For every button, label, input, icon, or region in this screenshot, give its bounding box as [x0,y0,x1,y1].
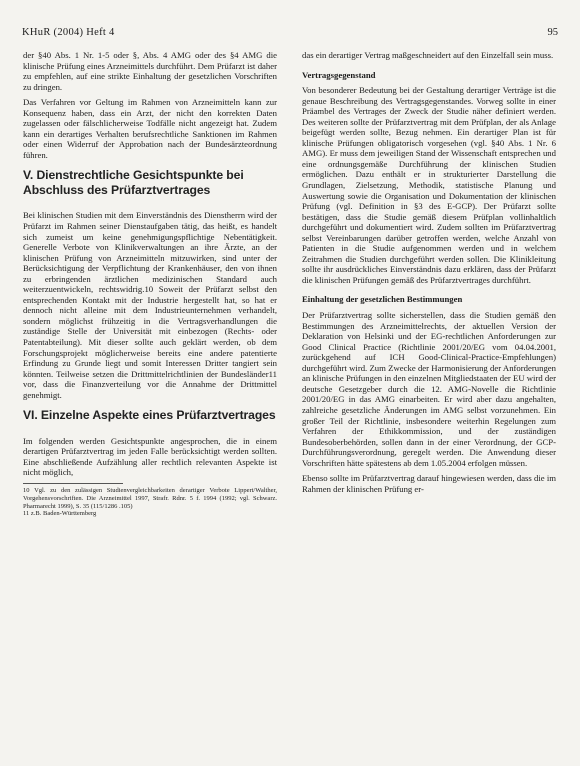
left-column [23,50,277,518]
right-column [302,50,556,499]
paragraph: Das Verfahren vor Geltung im Rahmen von Arzneimitteln kann zur Konsequenz haben, dass ein Arzt, der nicht den korrekten Daten zugelassen oder fälschlicherweise Todfälle nicht angezeigt hat. Zudem kann ein derartiges Verhalten berufsrechtliche Sanktionen im Rahmen oder einen Widerruf der Approbation nach der Bundesärzteordnung führen. [23,97,277,160]
footnote: 11 z.B. Baden-Württemberg [23,510,97,518]
page-number: 95 [547,27,558,38]
subheading-gesetzliche-bestimmungen: Einhaltung der gesetzlichen Bestimmungen [302,294,463,305]
paragraph: das ein derartiger Vertrag maßgeschneidert auf den Einzelfall sein muss. [302,50,554,60]
footnote: 10 Vgl. zu den zulässigen Studienvergleichbarkeiten derartiger Verbote Lippert/Walther, Vorgehensvorschriften. Die Arzneimittel 1997, Strafr. Rdnr. 5 f. 1994 (1992; vgl. Schwarz. Pharmarecht 1999), S. 35 (115/1286 .105) [23,487,277,510]
paragraph: Der Prüfarztvertrag sollte sicherstellen, dass die Studien gemäß den Bestimmungen des Arzneimittelrechts, der aktuellen Version der Deklaration von Helsinki und der EG-rechtlichen Anforderungen zur Good Clinical Practice (Richtlinie 2001/20/EG vom 04.04.2001, zurückgehend auf ICH Good-Clinical-Practice-Empfehlungen) durchgeführt wird. Zum Zwecke der Harmonisierung der Anforderungen an klinische Prüfungen in den einzelnen Mitgliedstaaten der EU wird der deutsche Gesetzgeber durch die 12. AMG-Novelle die Richtlinie 2001/20/EG in das AMG einarbeiten. Er wird aber dazu angehalten, zahlreiche gesetzliche Änderungen im AMG selbst vorzunehmen. Ein großer Teil der Richtlinie, insbesondere weiterhin Regelungen zum Verfahren der Ethikkommission, und der zuständigen Bundesoberbehörden, sollen dann in der einer Verordnung, der GCP-Durchführungsverordnung, geregelt werden. Die Anwendung dieser Vorschriften hätte spätestens ab dem 1.05.2004 erfolgen müssen. [302,310,556,468]
paragraph: Ebenso sollte im Prüfarztvertrag darauf hingewiesen werden, dass die im Rahmen der klinischen Prüfung er- [302,473,556,494]
section-heading-v: V. Dienstrechtliche Gesichtspunkte bei Abschluss des Prüfarztvertrages [23,168,244,197]
running-header [22,27,558,41]
paragraph: Im folgenden werden Gesichtspunkte angesprochen, die in einem derartigen Prüfarztvertrag im jeden Falle berücksichtigt werden sollten. Eine abschließende Aufzählung aller rechtlich relevanten Aspekte ist nicht möglich, [23,435,277,478]
paragraph: Von besonderer Bedeutung bei der Gestaltung derartiger Verträge ist die genaue Beschreibung des Vertragsgegenstandes. Vorweg sollte in einer Präambel des Vertrages der Zweck der Studie näher definiert werden. Des weiteren sollte der Prüfarztvertrag mit dem Prüfplan, der als Anlage beigefügt werden sollte, Bezug nehmen. Ein derartiger Plan ist für klinische Prüfungen obligatorisch vorgesehen (vgl. §40 Abs. 1 Nr. 6 AMG). Er muss dem jeweiligen Stand der Wissenschaft entsprechen und eine ordnungsgemäße Durchführung der klinischen Studien ermöglichen. Dazu enthält er in strukturierter Darstellung die Grundlagen, Zielsetzung, Methodik, statistische Planung und Auswertung sowie die Organisation und Dokumentation der klinischen Prüfung (vgl. Definition in §3 des E-GCP). Der Prüfarzt sollte bestätigen, dass die Studie gemäß diesem Prüfplan vollinhaltlich durchgeführt und dokumentiert wird. Zudem sollten im Prüfarztvertrag selbst Vereinbarungen darüber getroffen werden, welche Anzahl von Patienten in die Studie aufgenommen werden und in welchem Zeitrahmen die Studien durchgeführt werden sollen. Die Klinikleitung sollte ihr ausdrückliches Einverständnis dazu erklären, dass der Prüfarzt die klinischen Prüfungen gemäß des Prüfarztvertrages durchführt. [302,85,556,285]
footnote-divider [23,483,123,484]
paragraph: der §40 Abs. 1 Nr. 1-5 oder §, Abs. 4 AMG oder des §4 AMG die klinische Prüfung eines Arzneimittels durchführt. Dem Prüfarzt ist daher zu empfehlen, auf eine strikte Einhaltung der gesetzlichen Vorschriften zu dringen. [23,50,277,92]
subheading-vertragsgegenstand: Vertragsgegenstand [302,69,376,80]
footnotes [23,487,277,518]
section-heading-vi: VI. Einzelne Aspekte eines Prüfarztvertrages [23,408,276,423]
journal-title: KHuR (2004) Heft 4 [22,27,115,38]
paragraph: Bei klinischen Studien mit dem Einverständnis des Dienstherrn wird der Prüfarzt im Rahmen seiner Dienstaufgaben tätig, das heißt, es handelt sich zumeist um keine genehmigungspflichtige Nebentätigkeit. Generelle Verbote von Klinikverwaltungen an ihre Ärzte, an der klinischen Prüfung von Arzneimitteln mitzuwirken, sind unter der Berücksichtigung der Verpflichtung der Krankenhäuser, den von ihnen zu erbringenden ärztlichen medizinischen Standard auch weiterzuentwickeln, rechtswidrig.10 Soweit der Prüfarzt selbst den entsprechenden Kontakt mit der Industrie hergestellt hat, so hat er dennoch nicht alleine mit dem Industrieunternehmen verhandelt, sondern möglichst frühzeitig in die Vertragsverhandlungen die zuständige Stelle der Universität mit einbezogen (Rechts- oder Patentabteilung). Mit dieser sollte auch geklärt werden, ob dem Forschungsprojekt möglicherweise bereits eine andere patentierte Erfindung zu Grunde liegt und somit Interessen Dritter tangiert sein könnten. Teilweise setzen die Drittmittelrichtlinien der Bundesländer11 vor, dass die Finanzverteilung vor die Annahme der Drittmittel genehmigt. [23,210,277,400]
